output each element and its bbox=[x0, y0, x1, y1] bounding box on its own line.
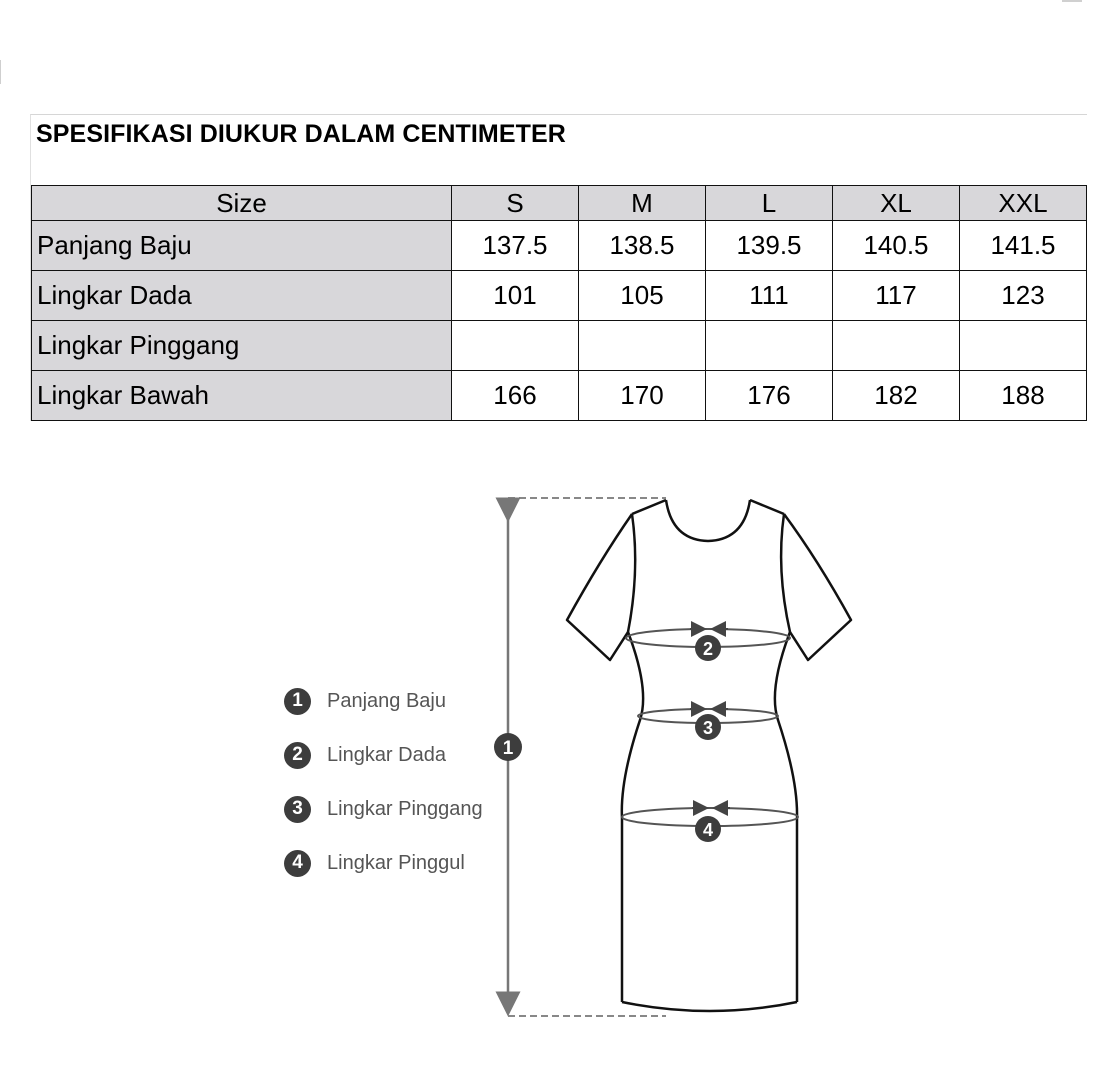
table-cell: 176 bbox=[706, 371, 833, 421]
size-table bbox=[31, 185, 1087, 421]
row-label: Lingkar Dada bbox=[32, 271, 452, 321]
table-row-lingkar-bawah bbox=[32, 371, 1087, 421]
spec-section bbox=[30, 114, 1087, 421]
dress-diagram bbox=[270, 480, 890, 1040]
row-label: Lingkar Bawah bbox=[32, 371, 452, 421]
header-size-l: L bbox=[706, 186, 833, 221]
svg-text:3: 3 bbox=[702, 718, 714, 738]
spec-title: SPESIFIKASI DIUKUR DALAM CENTIMETER bbox=[36, 120, 566, 148]
number-badge-icon: 2 bbox=[284, 742, 311, 769]
dress-outline bbox=[567, 500, 851, 1011]
table-cell: 101 bbox=[452, 271, 579, 321]
table-cell: 111 bbox=[706, 271, 833, 321]
table-cell: 170 bbox=[579, 371, 706, 421]
table-header-row bbox=[32, 186, 1087, 221]
table-row-panjang-baju bbox=[32, 221, 1087, 271]
header-size-s: S bbox=[452, 186, 579, 221]
marker-2-icon bbox=[695, 635, 721, 661]
legend-label: Panjang Baju bbox=[327, 689, 446, 712]
table-cell: 140.5 bbox=[833, 221, 960, 271]
table-cell bbox=[452, 321, 579, 371]
svg-text:2: 2 bbox=[702, 639, 714, 659]
table-cell: 105 bbox=[579, 271, 706, 321]
table-cell: 182 bbox=[833, 371, 960, 421]
table-row-lingkar-pinggang bbox=[32, 321, 1087, 371]
table-cell: 137.5 bbox=[452, 221, 579, 271]
legend-label: Lingkar Pinggul bbox=[327, 851, 465, 874]
table-cell: 166 bbox=[452, 371, 579, 421]
number-badge-icon: 3 bbox=[284, 796, 311, 823]
table-cell bbox=[706, 321, 833, 371]
header-size-xxl: XXL bbox=[960, 186, 1087, 221]
svg-text:1: 1 bbox=[502, 738, 514, 759]
header-size-m: M bbox=[579, 186, 706, 221]
legend-label: Lingkar Dada bbox=[327, 743, 446, 766]
table-row-lingkar-dada bbox=[32, 271, 1087, 321]
svg-text:4: 4 bbox=[702, 820, 714, 840]
legend-label: Lingkar Pinggang bbox=[327, 797, 483, 820]
table-cell: 139.5 bbox=[706, 221, 833, 271]
marker-3-icon bbox=[695, 714, 721, 740]
table-cell bbox=[833, 321, 960, 371]
table-cell: 138.5 bbox=[579, 221, 706, 271]
length-guides bbox=[508, 498, 666, 1016]
marker-1-icon bbox=[494, 733, 522, 761]
table-cell: 123 bbox=[960, 271, 1087, 321]
table-cell bbox=[960, 321, 1087, 371]
marker-4-icon bbox=[695, 816, 721, 842]
table-cell bbox=[579, 321, 706, 371]
header-size-xl: XL bbox=[833, 186, 960, 221]
table-cell: 117 bbox=[833, 271, 960, 321]
table-cell: 188 bbox=[960, 371, 1087, 421]
number-badge-icon: 1 bbox=[284, 688, 311, 715]
row-label: Panjang Baju bbox=[32, 221, 452, 271]
edge-mark bbox=[0, 60, 1, 84]
number-badge-icon: 4 bbox=[284, 850, 311, 877]
table-cell: 141.5 bbox=[960, 221, 1087, 271]
header-size-label: Size bbox=[32, 186, 452, 221]
corner-mark bbox=[1062, 0, 1082, 2]
row-label: Lingkar Pinggang bbox=[32, 321, 452, 371]
